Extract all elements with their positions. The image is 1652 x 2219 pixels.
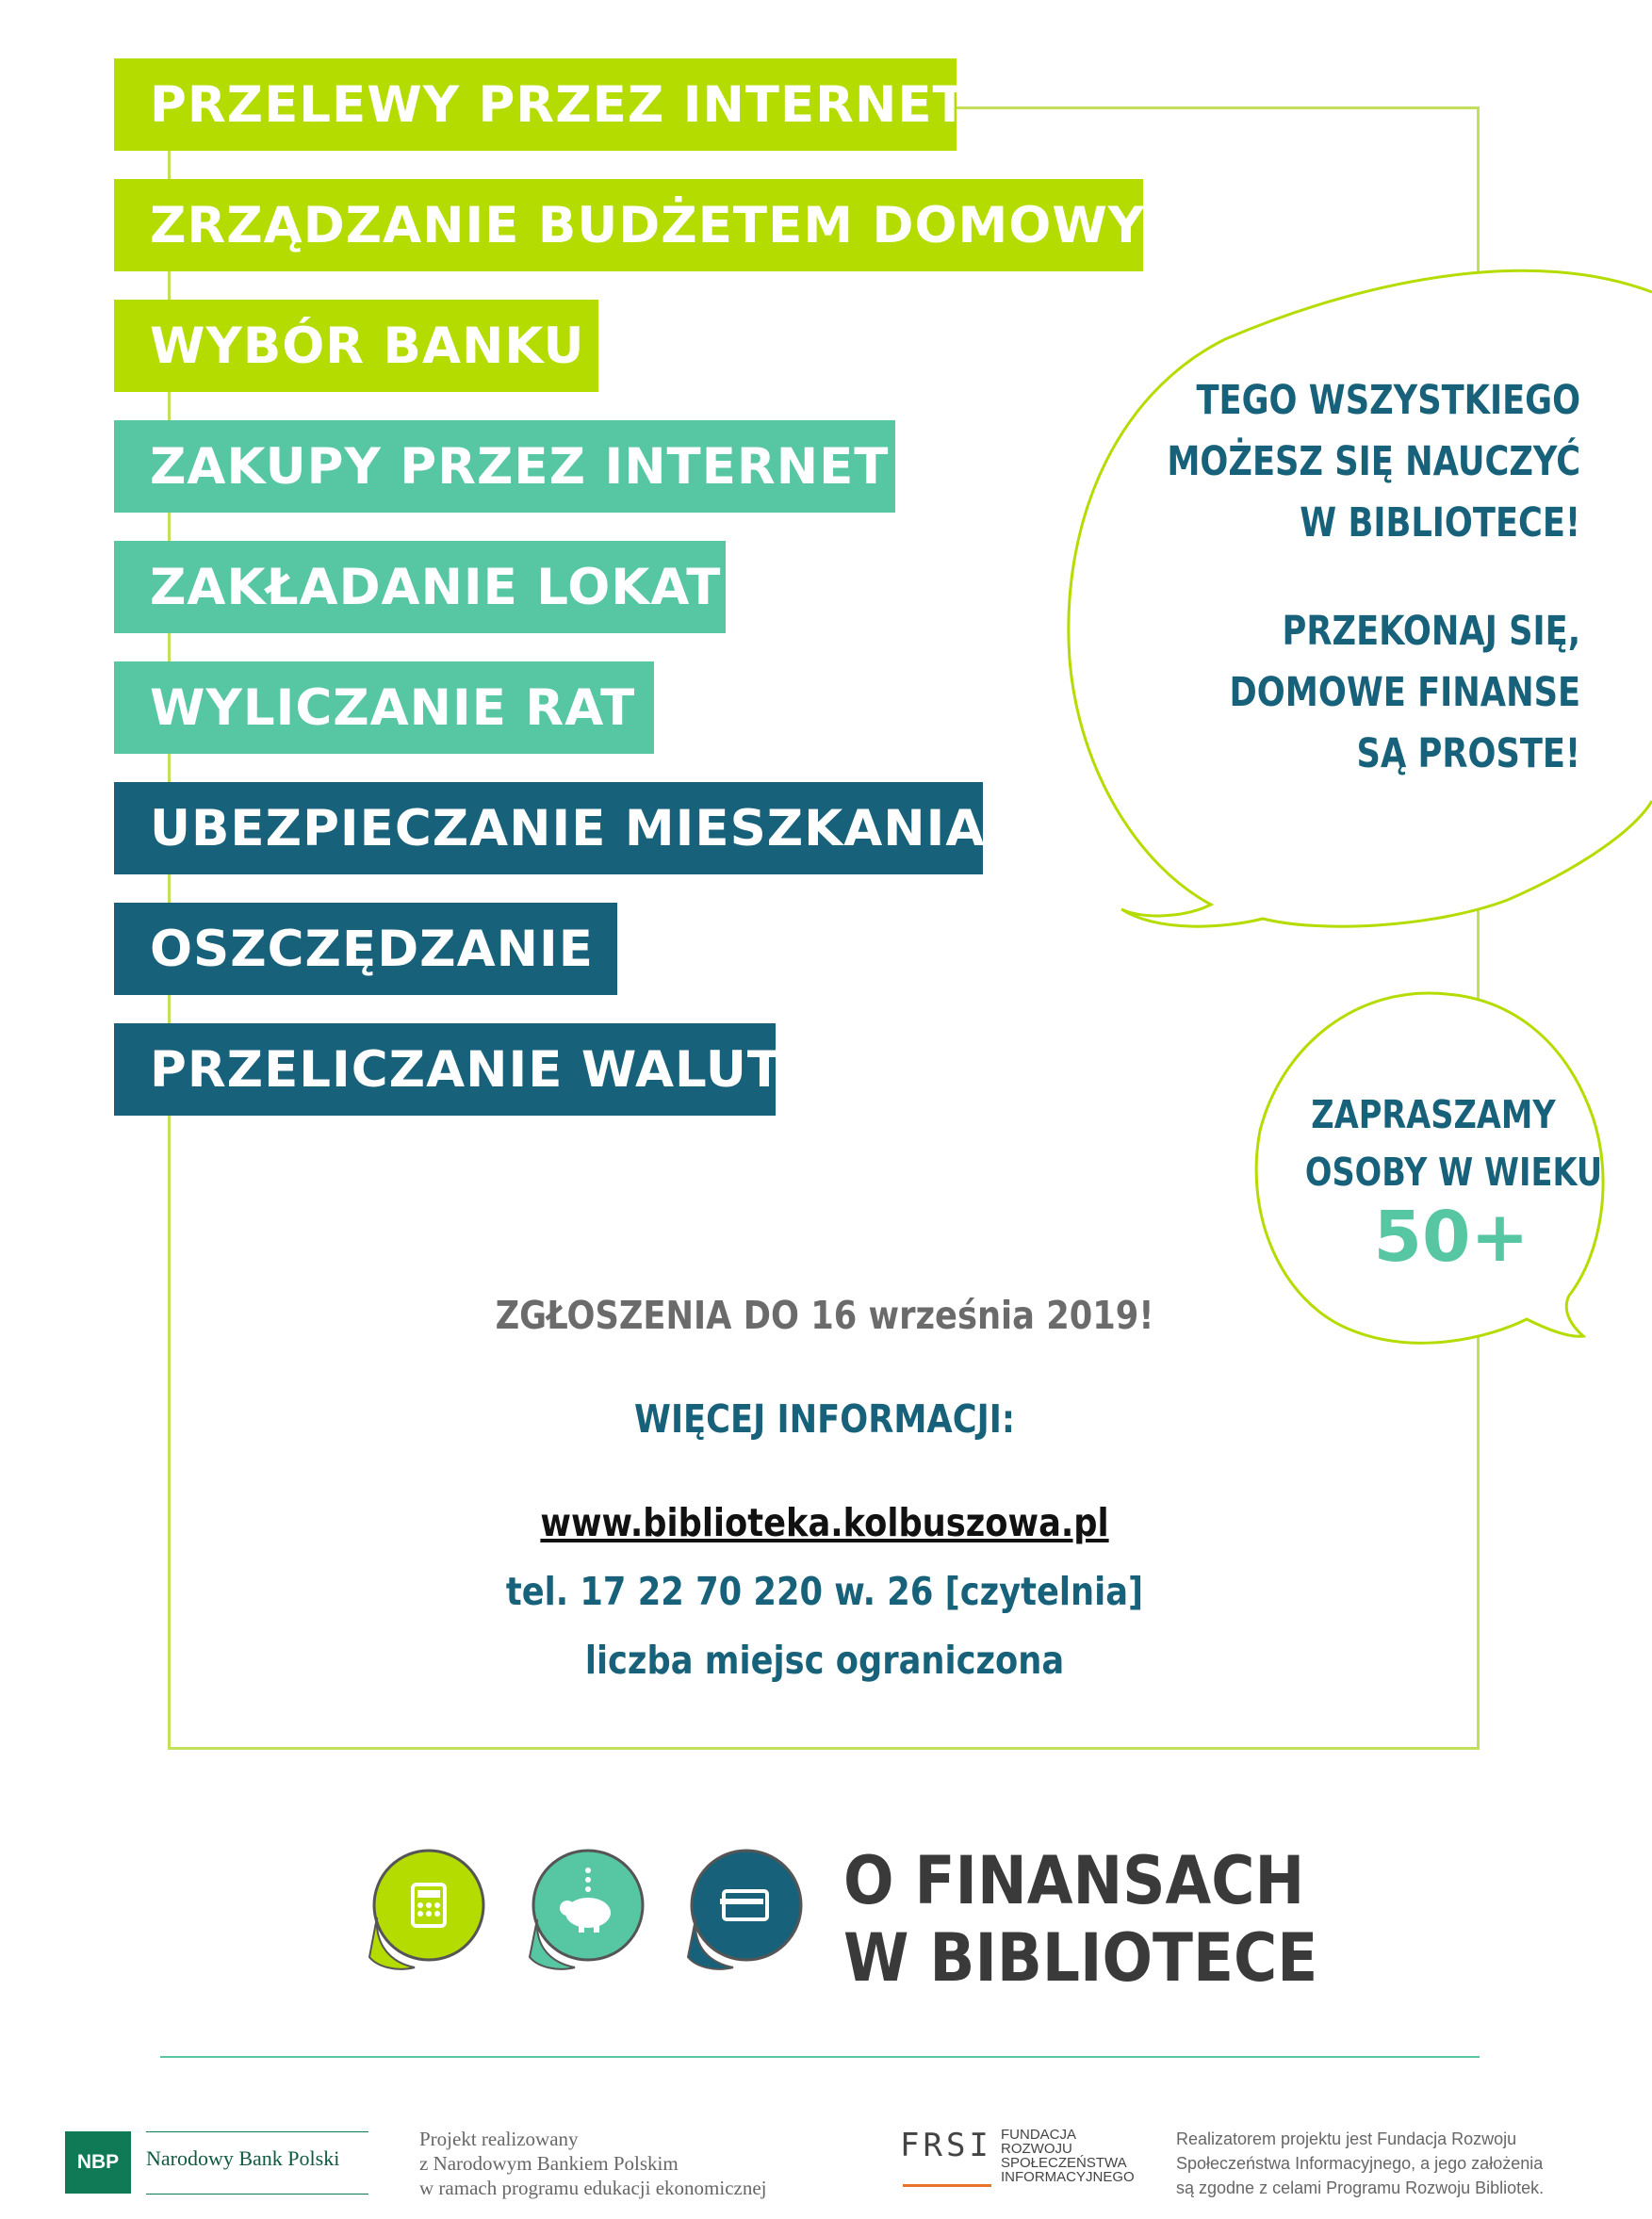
credit-card-icon bbox=[688, 1851, 801, 1969]
phone-text: tel. 17 22 70 220 w. 26 [czytelnia] bbox=[505, 1569, 1144, 1614]
realizator-line: Społeczeństwa Informacyjnego, a jego założenia bbox=[1176, 2154, 1544, 2173]
invitation-line: OSOBY W WIEKU bbox=[1304, 1150, 1603, 1195]
frsi-line: ROZWOJU bbox=[1001, 2141, 1072, 2157]
calculator-icon bbox=[369, 1851, 483, 1969]
realizator-info bbox=[1176, 2127, 1544, 2200]
bubble-line: TEGO WSZYSTKIEGO bbox=[1196, 377, 1580, 424]
project-line: z Narodowym Bankiem Polskim bbox=[419, 2152, 679, 2175]
piggy-bank-icon bbox=[530, 1851, 643, 1969]
brand-icons bbox=[358, 1842, 810, 1983]
age-label: 50+ bbox=[1373, 1197, 1529, 1278]
nbp-logo: NBP bbox=[65, 2131, 131, 2194]
bubble-line: PRZEKONAJ SIĘ, bbox=[1282, 608, 1580, 655]
frsi-line: SPOŁECZEŃSTWA bbox=[1001, 2155, 1127, 2171]
frsi-line: INFORMACYJNEGO bbox=[1001, 2169, 1135, 2185]
brand-title bbox=[843, 1842, 1317, 1997]
website-link[interactable]: www.biblioteka.kolbuszowa.pl bbox=[540, 1500, 1109, 1545]
bubble-line: SĄ PROSTE! bbox=[1356, 730, 1580, 777]
more-info-heading: WIĘCEJ INFORMACJI: bbox=[634, 1396, 1015, 1442]
footer-divider bbox=[160, 2056, 1480, 2058]
bubble-line: DOMOWE FINANSE bbox=[1229, 669, 1580, 716]
limit-text: liczba miejsc ograniczona bbox=[584, 1638, 1065, 1683]
realizator-line: są zgodne z celami Programu Rozwoju Bibliotek. bbox=[1176, 2178, 1545, 2197]
topic-label: WYBÓR BANKU bbox=[150, 317, 585, 375]
nbp-rule bbox=[146, 2194, 368, 2195]
topic-label: ZAKŁADANIE LOKAT bbox=[150, 558, 722, 616]
frsi-line: FUNDACJA bbox=[1001, 2127, 1077, 2143]
project-line: w ramach programu edukacji ekonomicznej bbox=[419, 2177, 767, 2199]
bubble-line: MOŻESZ SIĘ NAUCZYĆ bbox=[1167, 438, 1580, 485]
deadline-text: ZGŁOSZENIA DO 16 września 2019! bbox=[495, 1293, 1154, 1338]
topic-label: OSZCZĘDZANIE bbox=[150, 920, 594, 978]
bubble-message bbox=[1167, 370, 1580, 785]
invitation-line: ZAPRASZAMY bbox=[1311, 1092, 1556, 1137]
bubble-line: W BIBLIOTECE! bbox=[1300, 499, 1580, 547]
project-info bbox=[419, 2127, 767, 2200]
topic-label: ZRZĄDZANIE BUDŻETEM DOMOWYM bbox=[150, 196, 1196, 254]
frsi-logo: FRSI bbox=[900, 2127, 992, 2164]
nbp-rule bbox=[146, 2131, 368, 2132]
topic-label: UBEZPIECZANIE MIESZKANIA bbox=[150, 799, 986, 857]
topic-label: WYLICZANIE RAT bbox=[150, 678, 636, 737]
nbp-name: Narodowy Bank Polski bbox=[146, 2146, 340, 2170]
frsi-full-name bbox=[1001, 2128, 1135, 2184]
realizator-line: Realizatorem projektu jest Fundacja Rozwoju bbox=[1176, 2129, 1517, 2148]
project-line: Projekt realizowany bbox=[419, 2128, 579, 2150]
topic-label: PRZELICZANIE WALUT bbox=[150, 1040, 783, 1099]
topic-label: PRZELEWY PRZEZ INTERNET bbox=[150, 75, 968, 134]
frsi-accent bbox=[903, 2184, 991, 2187]
brand-title-line: O FINANSACH bbox=[843, 1842, 1305, 1919]
age-invitation bbox=[1304, 1086, 1603, 1201]
brand-title-line: W BIBLIOTECE bbox=[843, 1919, 1318, 1997]
topic-label: ZAKUPY PRZEZ INTERNET bbox=[150, 437, 890, 496]
